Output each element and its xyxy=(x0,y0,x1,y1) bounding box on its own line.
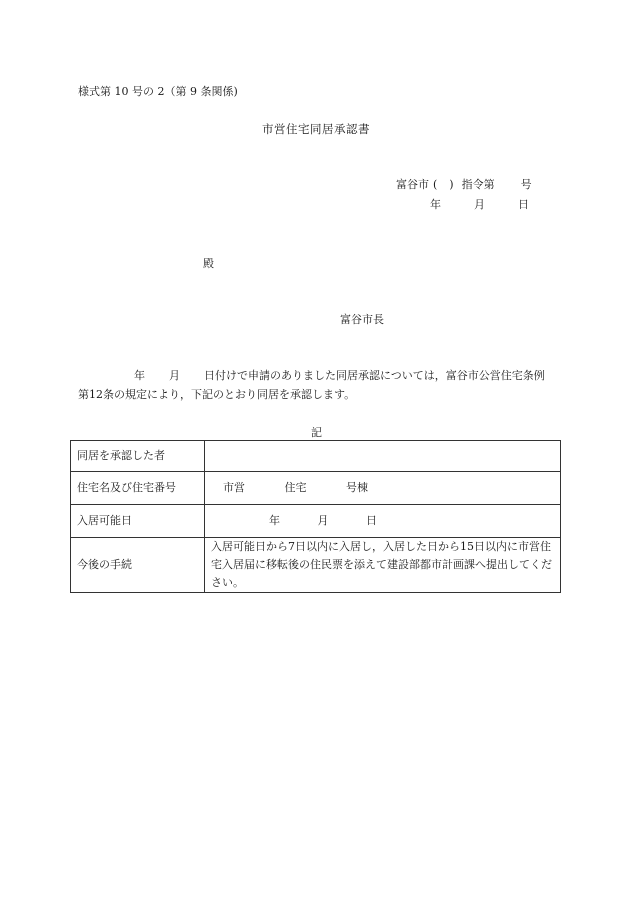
recipient-honorific: 殿 xyxy=(203,257,214,270)
detail-table xyxy=(70,440,561,593)
mayor-signature: 富谷市長 xyxy=(340,313,384,326)
table-row xyxy=(71,505,561,538)
table-row xyxy=(71,538,561,593)
body-line-2: 第12条の規定により，下記のとおり同居を承認します。 xyxy=(78,388,356,401)
row-value-approved-person xyxy=(205,441,561,472)
document-title: 市営住宅同居承認書 xyxy=(262,122,370,136)
body-line1-rest: 日付けで申請のありました同居承認については，富谷市公営住宅条例 xyxy=(204,369,545,382)
row-label-approved-person: 同居を承認した者 xyxy=(71,441,205,472)
issue-date-month: 月 xyxy=(474,198,485,211)
issue-date-line xyxy=(430,198,529,211)
issue-date-year: 年 xyxy=(430,198,441,211)
table-row xyxy=(71,472,561,505)
move-in-year: 年 xyxy=(269,514,280,528)
row-value-procedure: 入居可能日から7日以内に入居し，入居した日から15日以内に市営住宅入居届に移転後の住民票を添えて建設部都市計画課へ提出してください。 xyxy=(205,538,561,593)
table-row xyxy=(71,441,561,472)
move-in-month: 月 xyxy=(317,514,329,528)
issuer-city: 富谷市 xyxy=(396,178,429,191)
row-value-housing xyxy=(205,472,561,505)
issuer-order: 指令第 xyxy=(461,178,495,191)
row-label-procedure: 今後の手続 xyxy=(71,538,205,593)
paren-close: ) xyxy=(449,178,454,191)
body-month: 月 xyxy=(169,369,180,382)
ki-label: 記 xyxy=(311,426,322,439)
row-label-move-in-date: 入居可能日 xyxy=(71,505,205,538)
move-in-day: 日 xyxy=(366,514,377,528)
housing-part-city: 市営 xyxy=(223,481,245,495)
row-value-move-in-date xyxy=(205,505,561,538)
row-label-housing: 住宅名及び住宅番号 xyxy=(71,472,205,505)
issuer-line xyxy=(396,178,532,191)
housing-part-building: 号棟 xyxy=(346,481,368,495)
body-line-1 xyxy=(78,366,564,385)
housing-part-housing: 住宅 xyxy=(284,481,307,495)
paren-open: ( xyxy=(433,178,438,191)
issue-date-day: 日 xyxy=(518,198,529,211)
body-text xyxy=(78,366,564,404)
form-number: 様式第 10 号の 2（第 9 条関係) xyxy=(78,85,238,98)
issuer-number-suffix: 号 xyxy=(520,178,532,191)
body-year: 年 xyxy=(134,369,145,382)
